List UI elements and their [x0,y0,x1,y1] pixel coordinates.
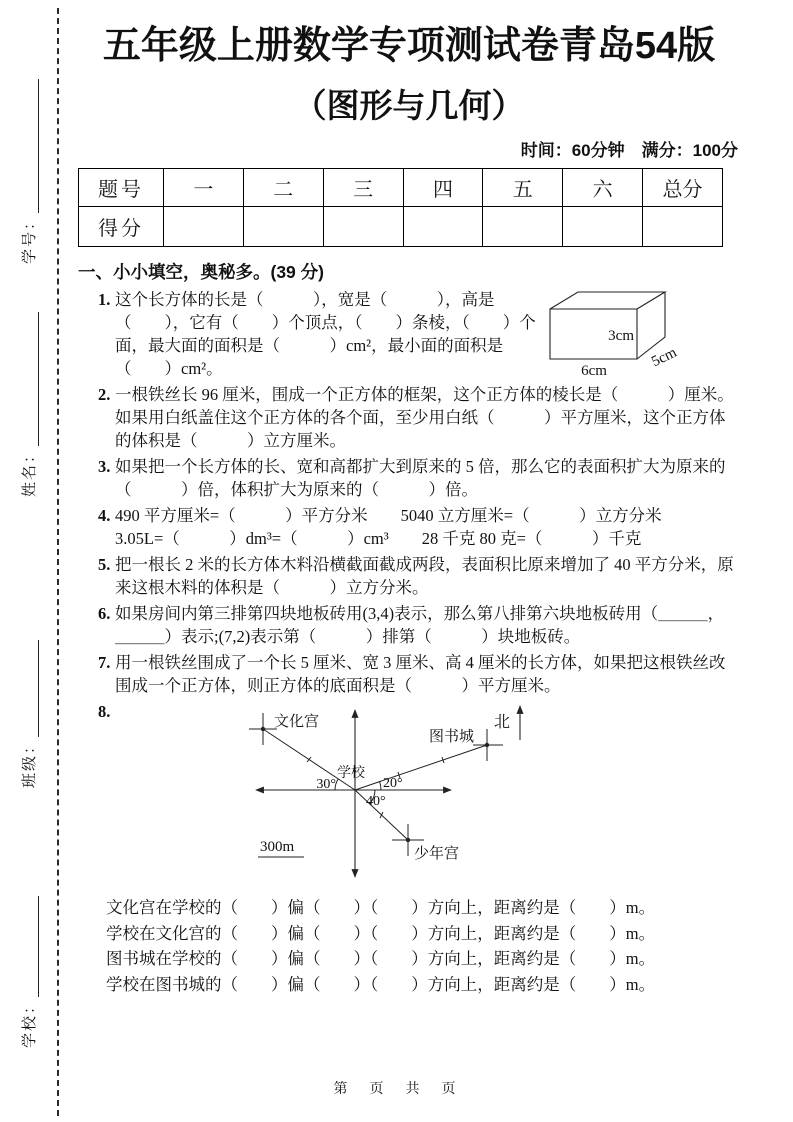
question-4-number: 4. [98,506,111,525]
cuboid-depth-label: 5cm [649,344,680,371]
question-5-text: 把一根长 2 米的长方体木料沿横截面截成两段，表面积比原来增加了 40 平方分米，原来这根木料的体积是（ ）立方分米。 [115,555,734,597]
score-empty-cell [323,207,403,247]
question-4-line1: 490 平方厘米=（ ）平方分米 5040 立方厘米=（ ）立方分米 [115,506,662,525]
score-header-cell: 二 [243,169,323,207]
angle-20-label: 20° [383,776,403,791]
question-1-text: 这个长方体的长是（ ），宽是（ ），高是（ ），它有（ ）个顶点，（ ）条棱，（ ）个面，最大面的面积是（ ）cm²，最小面的面积是（ ）cm²。 [115,290,536,378]
school-blank [18,896,39,997]
question-2 [78,383,740,452]
question-6-number: 6. [98,604,111,623]
cuboid-length-label: 6cm [581,363,607,379]
school-field [18,896,39,1048]
content [78,18,740,1000]
score-empty-cell [243,207,323,247]
question-1 [78,288,740,380]
student-name-blank [18,312,39,446]
q8-line-4: 学校在图书城的（ ）偏（ ）（ ）方向上，距离约是（ ）m。 [106,974,656,994]
ray-book-city [355,745,487,790]
student-id-label: 学号： [22,212,38,264]
angle-30-label: 30° [316,777,336,792]
question-8-number: 8. [98,702,111,721]
page-footer: 第 页 共 页 [333,1082,460,1097]
score-empty-cell [483,207,563,247]
cuboid-figure [542,282,740,382]
question-7-text: 用一根铁丝围成了一个长 5 厘米、宽 3 厘米、高 4 厘米的长方体，如果把这根铁丝改围成一个正方体，则正方体的底面积是（ ）平方厘米。 [115,653,726,695]
score-table-score-row [79,207,723,247]
cuboid-right-face [637,292,665,359]
question-8 [78,700,740,997]
north-label: 北 [494,714,511,731]
page-subtitle: （图形与几何） [293,87,525,124]
question-5-number: 5. [98,555,111,574]
question-7 [78,651,740,697]
question-1-number: 1. [98,290,111,309]
class-label: 班级： [22,736,38,788]
arc-20deg [380,782,381,790]
student-id-blank [18,79,39,213]
page-title: 五年级上册数学专项测试卷青岛54版 [102,25,716,67]
score-header-cell: 四 [403,169,483,207]
score-header-cell: 三 [323,169,403,207]
question-4 [78,504,740,550]
score-row-label: 得分 [79,207,164,247]
question-7-number: 7. [98,653,111,672]
scale-label: 300m [260,839,295,855]
question-4-line2: 3.05L=（ ）dm³=（ ）cm³ 28 千克 80 克=（ ）千克 [115,529,642,548]
youth-palace-label: 少年宫 [414,846,460,862]
question-3-text: 如果把一个长方体的长、宽和高都扩大到原来的 5 倍，那么它的表面积扩大为原来的（ ）倍，体积扩大为原来的（ ）倍。 [115,457,726,499]
score-empty-cell [164,207,244,247]
question-5 [78,553,740,599]
school-label: 学校： [22,996,38,1048]
score-empty-cell [563,207,643,247]
question-2-text: 一根铁丝长 96 厘米，围成一个正方体的框架，这个正方体的棱长是（ ）厘米。如果用白纸盖住这个正方体的各个面，至少用白纸（ ）平方厘米，这个正方体的体积是（ ）立方厘米。 [115,385,734,450]
cuboid-top-face [550,292,665,309]
tick-culture-ray [307,757,311,762]
question-3 [78,455,740,501]
score-header-cell: 五 [483,169,563,207]
student-name-label: 姓名： [22,445,38,497]
question-3-number: 3. [98,457,111,476]
question-6 [78,602,740,648]
section-heading: 一、小小填空，奥秘多。(39 分) [78,262,324,282]
q8-line-2: 学校在文化宫的（ ）偏（ ）（ ）方向上，距离约是（ ）m。 [106,923,656,943]
q8-line-1: 文化宫在学校的（ ）偏（ ）（ ）方向上，距离约是（ ）m。 [106,898,656,917]
score-header-cell: 一 [164,169,244,207]
score-empty-cell [403,207,483,247]
angle-40-label: 40° [366,794,386,809]
direction-diagram-wrap [240,700,740,891]
seal-dashed-line [57,8,59,1116]
marker-culture-palace [249,713,277,745]
class-field [18,640,39,788]
cuboid-height-label: 3cm [608,328,634,344]
student-id-field [18,79,39,264]
question-2-number: 2. [98,385,111,404]
question-6-text: 如果房间内第三排第四块地板砖用(3,4)表示，那么第八排第六块地板砖用（＿＿＿，＿＿＿）表示;(7,2)表示第（ ）排第（ ）块地板砖。 [115,604,725,646]
culture-palace-label: 文化宫 [274,714,320,730]
score-table [78,168,723,247]
school-label: 学校 [337,766,365,781]
book-city-label: 图书城 [429,729,475,745]
score-header-cell: 总分 [643,169,723,207]
score-header-cell: 六 [563,169,643,207]
time-score-meta: 时间：60分钟 满分：100分 [520,141,738,160]
question-8-answer-lines [106,895,740,997]
marker-book-city [473,729,503,761]
score-empty-cell [643,207,723,247]
class-blank [18,640,39,737]
tick-youth-ray [380,812,383,818]
direction-map-diagram [240,700,540,885]
score-table-header-row [79,169,723,207]
q8-line-3: 图书城在学校的（ ）偏（ ）（ ）方向上，距离约是（ ）m。 [106,949,656,968]
score-header-cell: 题号 [79,169,164,207]
student-name-field [18,312,39,497]
